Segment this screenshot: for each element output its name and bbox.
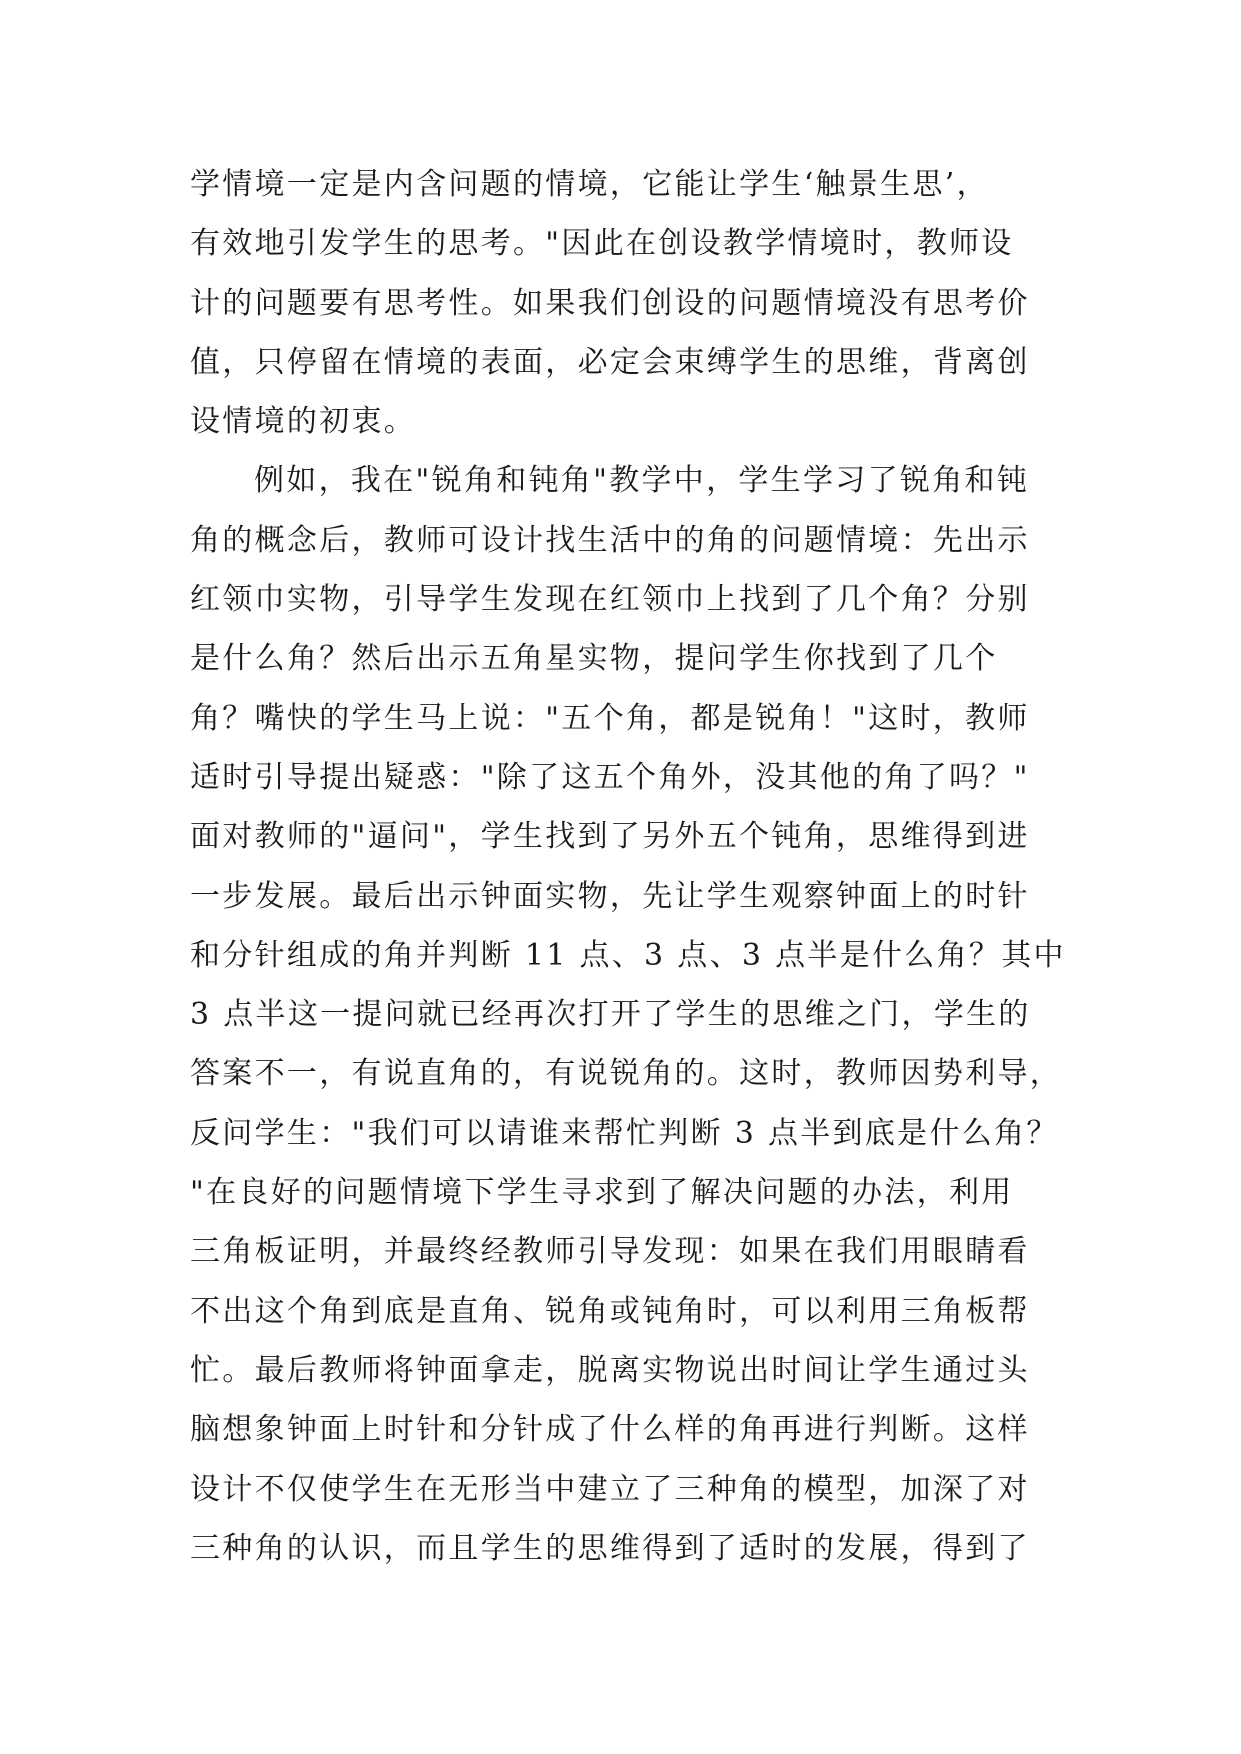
text-line: 角？嘴快的学生马上说："五个角，都是锐角！"这时，教师 xyxy=(190,700,1030,736)
paragraph-start-line: 例如，我在"锐角和钝角"教学中，学生学习了锐角和钝 xyxy=(254,463,1030,499)
text-line: 答案不一，有说直角的，有说锐角的。这时，教师因势利导， xyxy=(190,1056,1063,1092)
text-line: 适时引导提出疑惑："除了这五个角外，没其他的角了吗？" xyxy=(190,759,1030,795)
text-line: 设情境的初衷。 xyxy=(190,404,417,440)
text-line: 设计不仅使学生在无形当中建立了三种角的模型，加深了对 xyxy=(190,1471,1030,1507)
body-text xyxy=(190,155,1070,1578)
text-line: 不出这个角到底是直角、锐角或钝角时，可以利用三角板帮 xyxy=(190,1293,1030,1329)
text-line: 面对教师的"逼问"，学生找到了另外五个钝角，思维得到进 xyxy=(190,819,1030,855)
text-line: 三种角的认识，而且学生的思维得到了适时的发展，得到了 xyxy=(190,1530,1030,1566)
text-line: 有效地引发学生的思考。"因此在创设教学情境时，教师设 xyxy=(190,226,1014,262)
text-line: 三角板证明，并最终经教师引导发现：如果在我们用眼睛看 xyxy=(190,1234,1030,1270)
text-line: 是什么角？然后出示五角星实物，提问学生你找到了几个 xyxy=(190,641,998,677)
text-line: 学情境一定是内含问题的情境，它能让学生‘触景生思’， xyxy=(190,167,989,202)
text-line: 红领巾实物，引导学生发现在红领巾上找到了几个角？分别 xyxy=(190,582,1030,618)
text-line: "在良好的问题情境下学生寻求到了解决问题的办法，利用 xyxy=(190,1175,1014,1211)
text-line: 忙。最后教师将钟面拿走，脱离实物说出时间让学生通过头 xyxy=(190,1352,1030,1388)
text-line: 脑想象钟面上时针和分针成了什么样的角再进行判断。这样 xyxy=(190,1412,1030,1448)
text-line: 反问学生："我们可以请谁来帮忙判断 3 点半到底是什么角？ xyxy=(190,1115,1059,1151)
text-line: 角的概念后，教师可设计找生活中的角的问题情境：先出示 xyxy=(190,522,1030,558)
text-line: 和分针组成的角并判断 11 点、3 点、3 点半是什么角？其中 xyxy=(190,937,1066,973)
text-line: 3 点半这一提问就已经再次打开了学生的思维之门，学生的 xyxy=(190,997,1031,1033)
text-line: 计的问题要有思考性。如果我们创设的问题情境没有思考价 xyxy=(190,285,1030,321)
text-line: 一步发展。最后出示钟面实物，先让学生观察钟面上的时针 xyxy=(190,878,1030,914)
text-line: 值，只停留在情境的表面，必定会束缚学生的思维，背离创 xyxy=(190,344,1030,380)
